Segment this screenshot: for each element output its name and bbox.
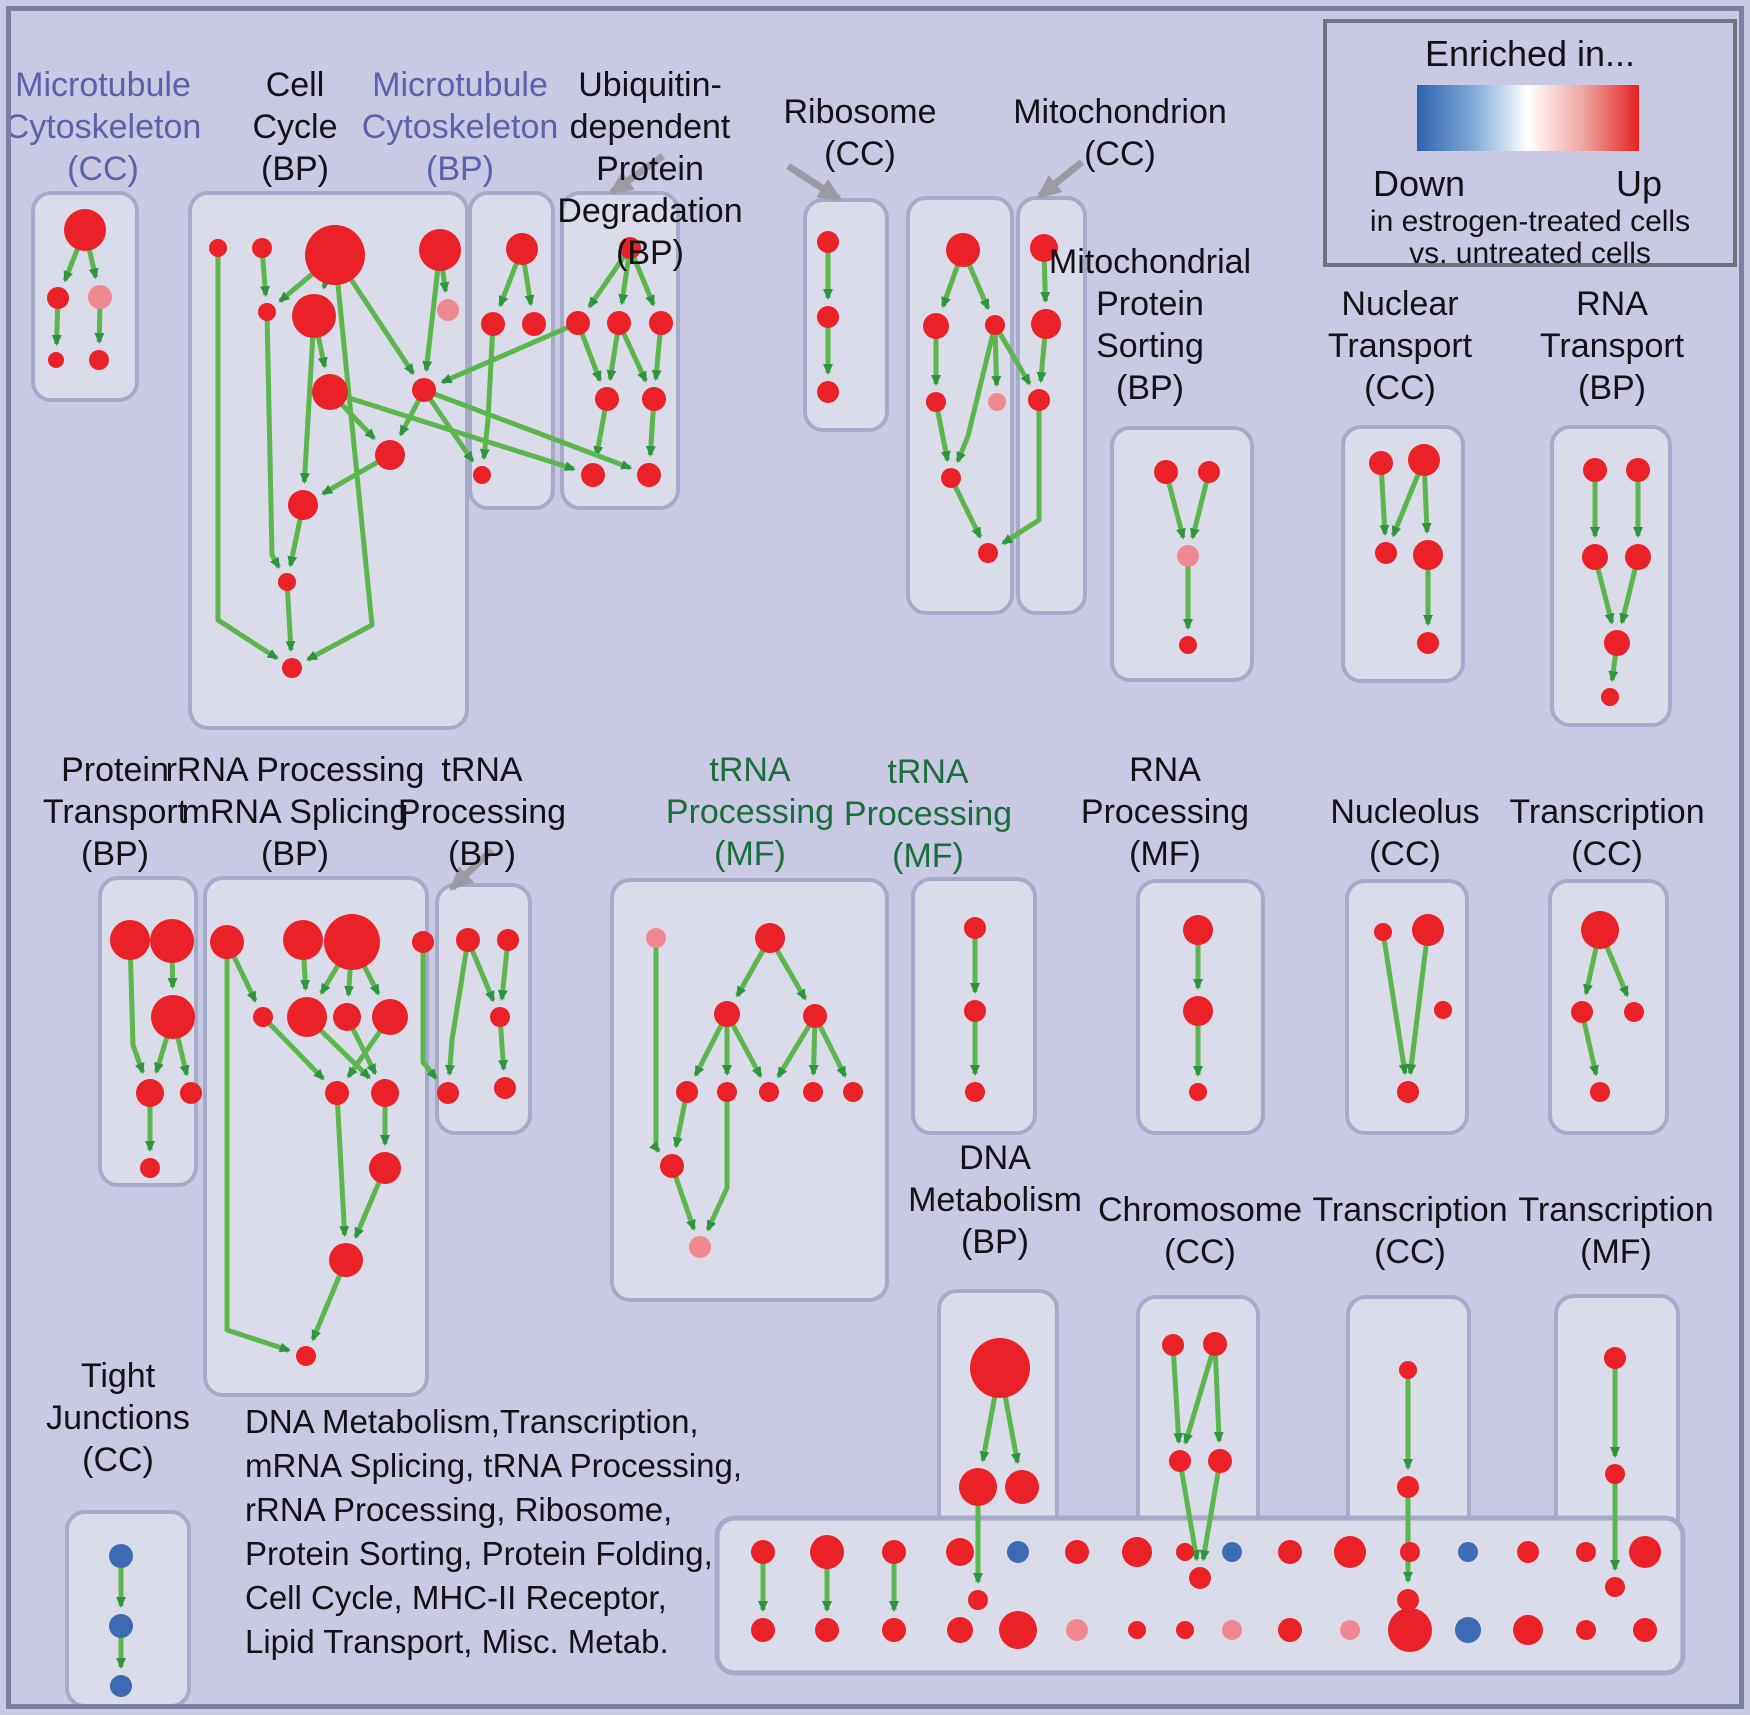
gene-node <box>882 1540 906 1564</box>
cluster-label-trna-bp: tRNA Processing (BP) <box>397 751 567 873</box>
gene-node <box>941 468 961 488</box>
cluster-label-transcription-cc-bottom: Transcription (CC) <box>1312 1191 1508 1271</box>
legend-up-label: Up <box>1615 163 1663 204</box>
gene-node <box>1203 1332 1227 1356</box>
gene-node <box>1179 636 1197 654</box>
gene-node <box>999 1611 1037 1649</box>
gene-node <box>1065 1540 1089 1564</box>
gene-node <box>1399 1361 1417 1379</box>
gene-node <box>1397 1081 1419 1103</box>
gene-node <box>988 393 1006 411</box>
gene-node <box>506 233 538 265</box>
gene-node <box>1066 1619 1088 1641</box>
gene-node <box>1582 544 1608 570</box>
gene-node <box>1413 540 1443 570</box>
gene-node <box>412 931 434 953</box>
cluster-label-mt-cc: Microtubule Cytoskeleton (CC) <box>4 66 202 188</box>
legend-condition-line2: vs. untreated cells <box>1409 237 1651 270</box>
gene-node <box>1581 911 1619 949</box>
legend-title: Enriched in... <box>1424 33 1636 74</box>
gene-node <box>1412 914 1444 946</box>
gene-node <box>1517 1541 1539 1563</box>
gene-node <box>959 1468 997 1506</box>
gene-node <box>1397 1589 1419 1611</box>
cluster-label-nucleolus: Nucleolus (CC) <box>1330 793 1480 873</box>
gene-node <box>882 1618 906 1642</box>
gene-node <box>419 229 461 271</box>
gene-node <box>1122 1537 1152 1567</box>
gene-node <box>803 1082 823 1102</box>
gene-node <box>968 1590 988 1610</box>
gene-node <box>136 1079 164 1107</box>
gene-node <box>607 311 631 335</box>
gene-node <box>642 387 666 411</box>
gene-node <box>751 1540 775 1564</box>
gene-node <box>1583 458 1607 482</box>
misc-categories-note: DNA Metabolism,Transcription, mRNA Splicing, tRNA Processing, rRNA Processing, Ribosome, Protein Sorting, Protein Folding, Cell Cycle, MHC-II Receptor, Lipid Transport, Misc. Metab. <box>245 1403 743 1660</box>
gene-node <box>140 1158 160 1178</box>
gene-node <box>649 311 673 335</box>
gene-node <box>810 1535 844 1569</box>
gene-node <box>150 919 194 963</box>
gene-node <box>1208 1449 1232 1473</box>
gene-node <box>64 209 106 251</box>
gene-node <box>109 1614 133 1638</box>
gene-node <box>676 1081 698 1103</box>
gene-node <box>371 1079 399 1107</box>
gene-node <box>970 1338 1030 1398</box>
gene-node <box>494 1077 516 1099</box>
gene-node <box>717 1082 737 1102</box>
gene-node <box>978 543 998 563</box>
gene-node <box>375 440 405 470</box>
cluster-label-trna-mf-1: tRNA Processing (MF) <box>665 751 835 873</box>
gene-node <box>296 1346 316 1366</box>
gene-node <box>283 920 323 960</box>
gene-node <box>1128 1621 1146 1639</box>
gene-node <box>456 928 480 952</box>
gene-node <box>287 997 327 1037</box>
gene-node <box>325 1081 349 1105</box>
gene-node <box>1278 1618 1302 1642</box>
gene-node <box>110 920 150 960</box>
cluster-label-rna-processing-mf: RNA Processing (MF) <box>1080 751 1250 873</box>
gene-node <box>843 1082 863 1102</box>
gene-node <box>714 1001 740 1027</box>
gene-node <box>209 239 227 257</box>
edge <box>423 942 436 1078</box>
gene-node <box>89 350 109 370</box>
gene-node <box>1590 1082 1610 1102</box>
cluster-box-rna-transport <box>1552 427 1670 725</box>
gene-node <box>490 1007 510 1027</box>
gene-node <box>1189 1567 1211 1589</box>
gene-node <box>437 299 459 321</box>
gene-node <box>1176 1543 1194 1561</box>
gene-node <box>1189 1083 1207 1101</box>
gene-node <box>437 1082 459 1104</box>
gene-node <box>985 315 1005 335</box>
gene-node <box>1028 389 1050 411</box>
gene-node <box>1278 1540 1302 1564</box>
cluster-label-protein-transport: Protein Transport (BP) <box>42 751 188 873</box>
gene-node <box>817 381 839 403</box>
gene-node <box>1183 915 1213 945</box>
edge <box>656 938 659 1151</box>
gene-node <box>151 995 195 1039</box>
gene-node <box>1005 1470 1039 1504</box>
gene-node <box>1417 632 1439 654</box>
cluster-label-trna-mf-2: tRNA Processing (MF) <box>843 753 1013 875</box>
gene-node <box>1198 461 1220 483</box>
gene-node <box>923 313 949 339</box>
gene-node <box>1340 1620 1360 1640</box>
gene-node <box>947 1617 973 1643</box>
gene-node <box>1169 1450 1191 1472</box>
gene-node <box>258 303 276 321</box>
gene-node <box>1604 1347 1626 1369</box>
gene-node <box>312 374 348 410</box>
gene-node <box>1513 1615 1543 1645</box>
cluster-box-rrna <box>205 878 427 1395</box>
gene-node <box>1400 1542 1420 1562</box>
gene-node <box>1374 923 1392 941</box>
cluster-label-transcription-cc-top: Transcription (CC) <box>1509 793 1705 873</box>
gene-node <box>1629 1536 1661 1568</box>
gene-node <box>109 1544 133 1568</box>
gene-node <box>581 463 605 487</box>
gene-node <box>48 352 64 368</box>
gene-node <box>324 914 380 970</box>
cluster-label-ubiquitin: Ubiquitin- dependent Protein Degradation (BP) <box>557 66 743 272</box>
gene-node <box>1601 688 1619 706</box>
gene-node <box>755 923 785 953</box>
cluster-label-rrna-mrna: rRNA Processing mRNA Splicing (BP) <box>165 751 425 873</box>
gene-node <box>1388 1608 1432 1652</box>
gene-node <box>965 1082 985 1102</box>
gene-node <box>817 306 839 328</box>
gene-node <box>1176 1621 1194 1639</box>
cluster-label-mito-protein-sorting: Mitochondrial Protein Sorting (BP) <box>1048 243 1252 407</box>
gene-node <box>253 1007 273 1027</box>
gene-node <box>964 917 986 939</box>
gene-node <box>803 1004 827 1028</box>
cluster-box-nuclear-transport <box>1343 427 1463 681</box>
gene-node <box>1458 1542 1478 1562</box>
gene-node <box>1397 1476 1419 1498</box>
gene-node <box>252 238 272 258</box>
cluster-label-ribosome: Ribosome (CC) <box>783 93 937 173</box>
gene-node <box>210 925 244 959</box>
gene-node <box>926 392 946 412</box>
cluster-label-nuclear-transport: Nuclear Transport (CC) <box>1327 285 1473 407</box>
legend-condition-line1: in estrogen-treated cells <box>1369 205 1691 238</box>
gene-node <box>522 312 546 336</box>
gene-node <box>1633 1618 1657 1642</box>
gene-node <box>329 1243 363 1277</box>
gene-node <box>1605 1464 1625 1484</box>
gene-node <box>646 928 666 948</box>
gene-node <box>1625 544 1651 570</box>
gene-node <box>333 1003 361 1031</box>
gene-node <box>1624 1002 1644 1022</box>
legend <box>1323 19 1737 270</box>
gene-node <box>595 387 619 411</box>
gene-node <box>946 233 980 267</box>
gene-node <box>964 1000 986 1022</box>
gene-node <box>481 312 505 336</box>
gene-node <box>47 287 69 309</box>
gene-node <box>946 1538 974 1566</box>
gene-node <box>180 1082 202 1104</box>
gene-node <box>1576 1542 1596 1562</box>
cluster-label-mt-bp: Microtubule Cytoskeleton (BP) <box>361 66 559 188</box>
gene-node <box>497 929 519 951</box>
gene-node <box>817 231 839 253</box>
gene-node <box>1222 1542 1242 1562</box>
gene-node <box>412 378 436 402</box>
gene-node <box>815 1618 839 1642</box>
gene-node <box>88 285 112 309</box>
gene-node <box>1375 542 1397 564</box>
gene-node <box>1576 1620 1596 1640</box>
gene-node <box>689 1236 711 1258</box>
cluster-label-chromosome: Chromosome (CC) <box>1097 1191 1303 1271</box>
gene-node <box>566 311 590 335</box>
gene-node <box>637 463 661 487</box>
gene-node <box>305 225 365 285</box>
gene-node <box>292 294 336 338</box>
cluster-label-rna-transport: RNA Transport (BP) <box>1539 285 1685 407</box>
gene-node <box>1604 630 1630 656</box>
cluster-label-dna-metabolism: DNA Metabolism (BP) <box>908 1139 1082 1261</box>
gene-node <box>1408 444 1440 476</box>
gene-node <box>1605 1577 1625 1597</box>
gene-node <box>1177 545 1199 567</box>
gene-node <box>282 658 302 678</box>
gene-node <box>372 999 408 1035</box>
cluster-box-tight-junctions <box>67 1512 189 1706</box>
gene-node <box>759 1082 779 1102</box>
cluster-box-misc-strip <box>717 1518 1683 1673</box>
gene-node <box>1369 451 1393 475</box>
gene-node <box>1183 996 1213 1026</box>
gene-node <box>1222 1620 1242 1640</box>
gene-node <box>1154 460 1178 484</box>
legend-down-label: Down <box>1372 163 1466 204</box>
cluster-label-tight-junctions: Tight Junctions (CC) <box>46 1357 190 1479</box>
gene-node <box>1334 1536 1366 1568</box>
gene-node <box>660 1154 684 1178</box>
cluster-label-cell-cycle: Cell Cycle (BP) <box>252 66 338 188</box>
gene-node <box>110 1675 132 1697</box>
gene-node <box>288 490 318 520</box>
gene-node <box>369 1152 401 1184</box>
legend-gradient-bar <box>1417 85 1639 151</box>
gene-node <box>1455 1617 1481 1643</box>
gene-node <box>473 466 491 484</box>
cluster-label-mitochondrion: Mitochondrion (CC) <box>1013 93 1227 173</box>
gene-node <box>1162 1334 1184 1356</box>
gene-node <box>1434 1001 1452 1019</box>
gene-node <box>1571 1001 1593 1023</box>
cluster-label-transcription-mf: Transcription (MF) <box>1518 1191 1714 1271</box>
gene-node <box>1626 458 1650 482</box>
gene-node <box>278 573 296 591</box>
gene-node <box>1007 1541 1029 1563</box>
gene-node <box>751 1618 775 1642</box>
